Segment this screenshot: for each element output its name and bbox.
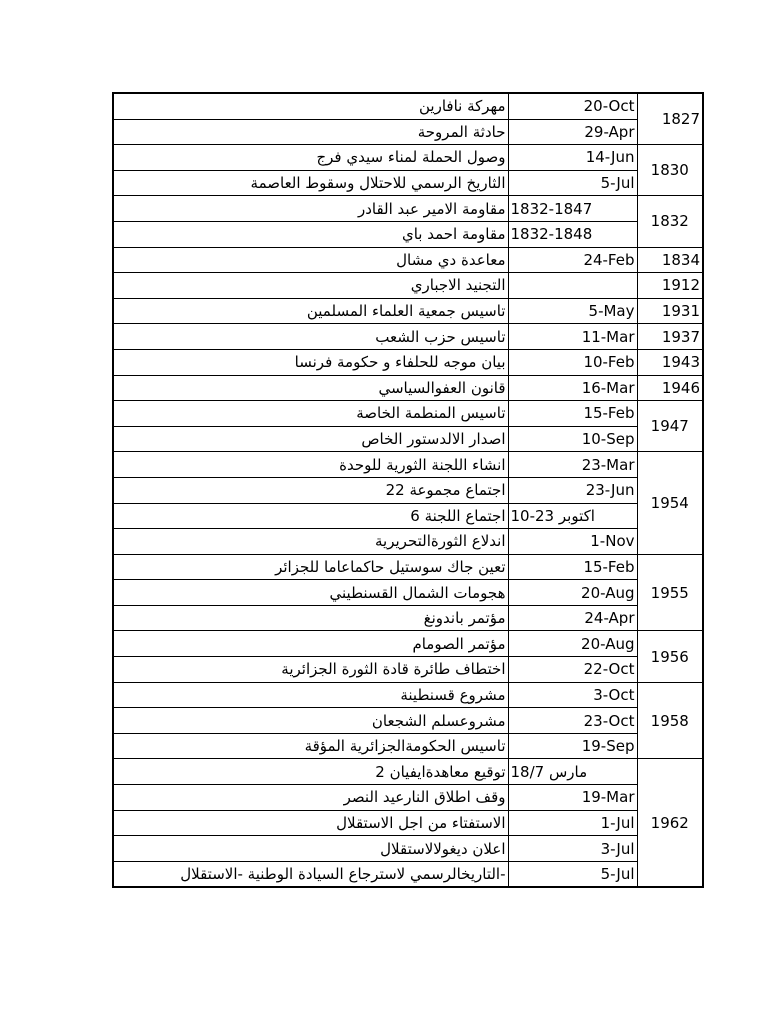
event-cell: تاسيس حزب الشعب [113, 324, 508, 350]
date-cell: 5-Jul [508, 861, 637, 887]
event-cell: تاسيس الحكومةالجزائرية المؤقة [113, 733, 508, 759]
event-cell: الثاريخ الرسمي للاحتلال وسقوط العاصمة [113, 170, 508, 196]
table-row [113, 426, 703, 452]
year-cell: 1834 [637, 247, 703, 273]
event-cell: تاسيس جمعية العلماء المسلمين [113, 298, 508, 324]
year-cell: 1830 [637, 145, 703, 196]
date-cell: اكتوبر 23-10 [508, 503, 637, 529]
date-cell: مارس 18/7 [508, 759, 637, 785]
table-row [113, 349, 703, 375]
event-cell: اجتماع مجموعة 22 [113, 477, 508, 503]
date-cell: 15-Feb [508, 554, 637, 580]
event-cell: وصول الحملة لمناء سيدي فرج [113, 145, 508, 171]
table-row [113, 401, 703, 427]
date-cell: 20-Oct [508, 93, 637, 119]
event-cell: مقاومة احمد باي [113, 221, 508, 247]
year-cell: 1958 [637, 682, 703, 759]
event-cell: التجنيد الاجباري [113, 273, 508, 299]
year-cell: 1912 [637, 273, 703, 299]
date-cell: 19-Mar [508, 785, 637, 811]
table-row [113, 503, 703, 529]
date-cell: 10-Feb [508, 349, 637, 375]
table-row [113, 631, 703, 657]
event-cell: تعين جاك سوستيل حاكماعاما للجزائر [113, 554, 508, 580]
year-cell: 1832 [637, 196, 703, 247]
table-row [113, 708, 703, 734]
table-row [113, 861, 703, 887]
event-cell: تاسيس المنطمة الخاصة [113, 401, 508, 427]
date-cell: 1-Nov [508, 529, 637, 555]
year-cell: 1947 [637, 401, 703, 452]
date-cell: 23-Oct [508, 708, 637, 734]
event-cell: حادثة المروحة [113, 119, 508, 145]
date-cell: 11-Mar [508, 324, 637, 350]
date-cell [508, 273, 637, 299]
table-row [113, 785, 703, 811]
table-row [113, 273, 703, 299]
year-cell: 1954 [637, 452, 703, 554]
event-cell: توقيع معاهدةايفيان 2 [113, 759, 508, 785]
table-row [113, 170, 703, 196]
event-cell: مشروع قسنطينة [113, 682, 508, 708]
date-cell: 23-Jun [508, 477, 637, 503]
date-cell: 1832-1847 [508, 196, 637, 222]
event-cell: مقاومة الامير عبد القادر [113, 196, 508, 222]
year-cell: 1946 [637, 375, 703, 401]
date-cell: 1832-1848 [508, 221, 637, 247]
date-cell: 19-Sep [508, 733, 637, 759]
event-cell: هجومات الشمال القسنطيني [113, 580, 508, 606]
table-row [113, 759, 703, 785]
date-cell: 24-Apr [508, 605, 637, 631]
table-row [113, 324, 703, 350]
year-cell: 1937 [637, 324, 703, 350]
date-cell: 1-Jul [508, 810, 637, 836]
table-row [113, 810, 703, 836]
event-cell: انشاء اللجنة الثورية للوحدة [113, 452, 508, 478]
year-cell: 1827 [637, 93, 703, 145]
table-row [113, 477, 703, 503]
year-cell: 1943 [637, 349, 703, 375]
date-cell: 3-Oct [508, 682, 637, 708]
event-cell: مؤتمر الصومام [113, 631, 508, 657]
date-cell: 20-Aug [508, 580, 637, 606]
table-row [113, 298, 703, 324]
date-cell: 29-Apr [508, 119, 637, 145]
table-row [113, 605, 703, 631]
date-cell: 23-Mar [508, 452, 637, 478]
date-cell: 10-Sep [508, 426, 637, 452]
table-row [113, 733, 703, 759]
event-cell: مهركة نافارين [113, 93, 508, 119]
event-cell: اعلان ديغولالاستقلال [113, 836, 508, 862]
table-row [113, 836, 703, 862]
event-cell: اصدار الالدستور الخاص [113, 426, 508, 452]
year-cell: 1955 [637, 554, 703, 631]
table-row [113, 221, 703, 247]
table-row [113, 529, 703, 555]
year-cell: 1931 [637, 298, 703, 324]
date-cell: 16-Mar [508, 375, 637, 401]
date-cell: 22-Oct [508, 657, 637, 683]
event-cell: مشروعسلم الشجعان [113, 708, 508, 734]
table-row [113, 452, 703, 478]
date-cell: 5-May [508, 298, 637, 324]
table-row [113, 145, 703, 171]
event-cell: اندلاع الثورةالتحريرية [113, 529, 508, 555]
table-row [113, 580, 703, 606]
history-timeline-table [112, 92, 704, 888]
event-cell: بيان موجه للحلفاء و حكومة فرنسا [113, 349, 508, 375]
event-cell: الاستفتاء من اجل الاستقلال [113, 810, 508, 836]
event-cell: -التاريخالرسمي لاسترجاع السيادة الوطنية -الاستقلال [113, 861, 508, 887]
table-row [113, 375, 703, 401]
date-cell: 3-Jul [508, 836, 637, 862]
table-row [113, 554, 703, 580]
date-cell: 5-Jul [508, 170, 637, 196]
event-cell: قانون العفوالسياسي [113, 375, 508, 401]
event-cell: اختطاف طائرة قادة الثورة الجزائرية [113, 657, 508, 683]
table-row [113, 93, 703, 119]
table-row [113, 657, 703, 683]
event-cell: وقف اطلاق النارعيد النصر [113, 785, 508, 811]
year-cell: 1962 [637, 759, 703, 887]
event-cell: معاعدة دي مشال [113, 247, 508, 273]
date-cell: 15-Feb [508, 401, 637, 427]
table-row [113, 247, 703, 273]
event-cell: مؤتمر باندونغ [113, 605, 508, 631]
table-row [113, 682, 703, 708]
date-cell: 24-Feb [508, 247, 637, 273]
date-cell: 20-Aug [508, 631, 637, 657]
table-row [113, 196, 703, 222]
event-cell: اجتماع اللجنة 6 [113, 503, 508, 529]
date-cell: 14-Jun [508, 145, 637, 171]
year-cell: 1956 [637, 631, 703, 682]
table-row [113, 119, 703, 145]
